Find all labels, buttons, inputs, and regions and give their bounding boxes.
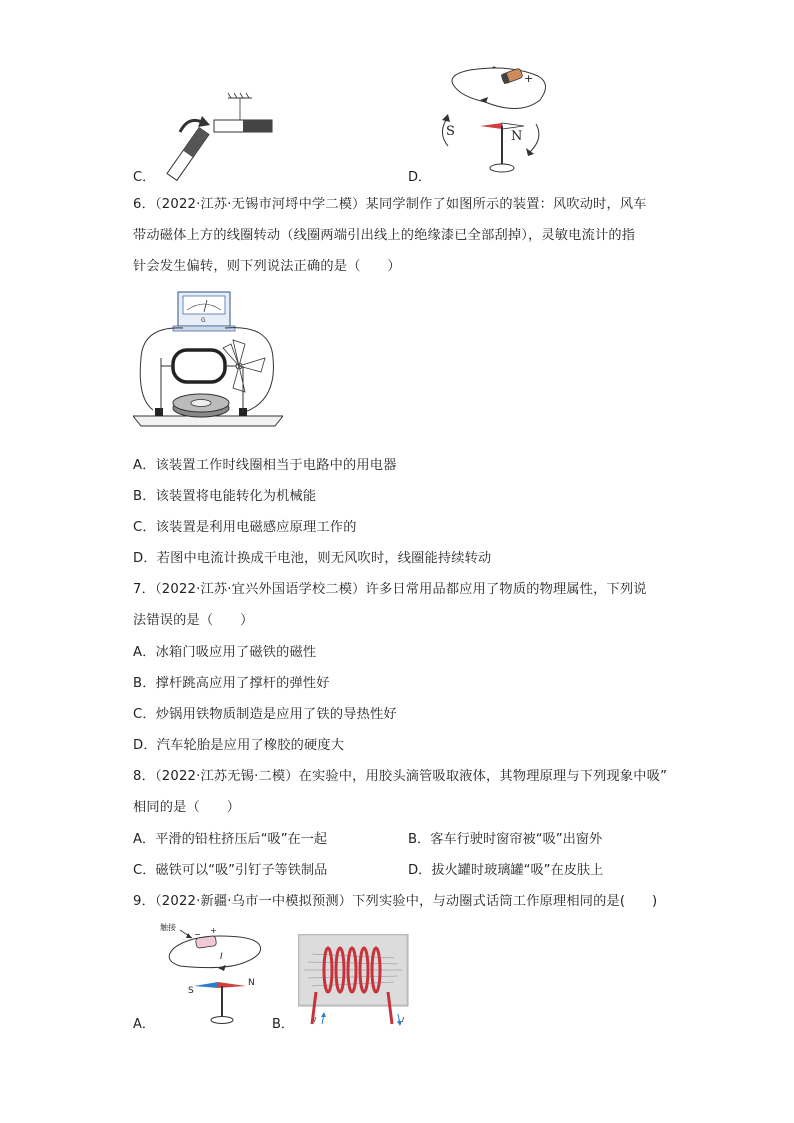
q7-option-c: C．炒锅用铁物质制造是应用了铁的导热性好 bbox=[133, 707, 397, 722]
q9-option-a-label: A． bbox=[133, 1017, 155, 1032]
option-c-label: C． bbox=[133, 170, 156, 185]
option-d-label: D． bbox=[408, 170, 432, 185]
q9-a-touch-label: 触接 bbox=[160, 923, 176, 932]
q6-option-b: B．该装置将电能转化为机械能 bbox=[133, 489, 317, 504]
q9-a-n-label: N bbox=[248, 978, 255, 988]
q8-option-d: D．拔火罐时玻璃罐“吸”在皮肤上 bbox=[408, 863, 604, 878]
q8-option-a: A．平滑的铅柱挤压后“吸”在一起 bbox=[133, 832, 328, 847]
q6-figure bbox=[133, 288, 283, 436]
galvanometer-label: G bbox=[201, 317, 206, 324]
q6-stem-line2: 带动磁体上方的线圈转动（线圈两端引出线上的绝缘漆已全部刮掉），灵敏电流计的指 bbox=[133, 228, 636, 243]
q7-stem-line1: 7．（2022·江苏·宜兴外国语学校二模）许多日常用品都应用了物质的物理属性，下列说 bbox=[133, 582, 647, 597]
q9-a-current-label: I bbox=[220, 952, 223, 962]
q9-option-b-label: B． bbox=[272, 1017, 294, 1032]
q9-a-s-label: S bbox=[188, 986, 194, 996]
q9-b-current-left-label: I bbox=[314, 1016, 317, 1024]
q7-option-a: A．冰箱门吸应用了磁铁的磁性 bbox=[133, 645, 317, 660]
d-plus-label: + bbox=[524, 72, 534, 85]
magnet-rotation-figure bbox=[160, 92, 280, 182]
solenoid-iron-filings-figure bbox=[298, 934, 410, 1028]
d-n-label: N bbox=[511, 129, 523, 144]
q8-stem-line1: 8．（2022·江苏无锡·二模）在实验中，用胶头滴管吸取液体，其物理原理与下列现象中吸” bbox=[133, 769, 668, 784]
q6-stem-line3: 针会发生偏转，则下列说法正确的是（ ） bbox=[133, 259, 401, 274]
figure-d bbox=[430, 62, 550, 182]
d-minus-label: - bbox=[492, 60, 496, 73]
oersted-experiment-figure bbox=[160, 920, 270, 1026]
q9-b-current-right-label: I bbox=[402, 1016, 405, 1024]
q8-option-b: B．客车行驶时窗帘被“吸”出窗外 bbox=[408, 832, 603, 847]
q8-option-c: C．磁铁可以“吸”引钉子等铁制品 bbox=[133, 863, 328, 878]
q9-figure-a bbox=[160, 920, 270, 1026]
q6-option-a: A．该装置工作时线圈相当于电路中的用电器 bbox=[133, 458, 397, 473]
q7-option-b: B．撑杆跳高应用了撑杆的弹性好 bbox=[133, 676, 330, 691]
q6-option-c: C．该装置是利用电磁感应原理工作的 bbox=[133, 520, 357, 535]
q9-stem-line1: 9．（2022·新疆·乌市一中模拟预测）下列实验中，与动圈式话筒工作原理相同的是( ) bbox=[133, 894, 658, 909]
q6-option-d: D．若图中电流计换成干电池，则无风吹时，线圈能持续转动 bbox=[133, 551, 492, 566]
q9-a-minus-label: − bbox=[194, 930, 201, 939]
q7-option-d: D．汽车轮胎是应用了橡胶的硬度大 bbox=[133, 738, 345, 753]
q9-figure-b bbox=[298, 934, 410, 1028]
q9-a-plus-label: + bbox=[210, 926, 217, 935]
q6-stem-line1: 6．（2022·江苏·无锡市河埒中学二模）某同学制作了如图所示的装置：风吹动时，风车 bbox=[133, 197, 647, 212]
figure-c bbox=[160, 92, 280, 182]
wind-generator-figure bbox=[133, 288, 283, 436]
d-s-label: S bbox=[446, 124, 455, 139]
q8-stem-line2: 相同的是（ ） bbox=[133, 800, 241, 815]
q7-stem-line2: 法错误的是（ ） bbox=[133, 613, 254, 628]
